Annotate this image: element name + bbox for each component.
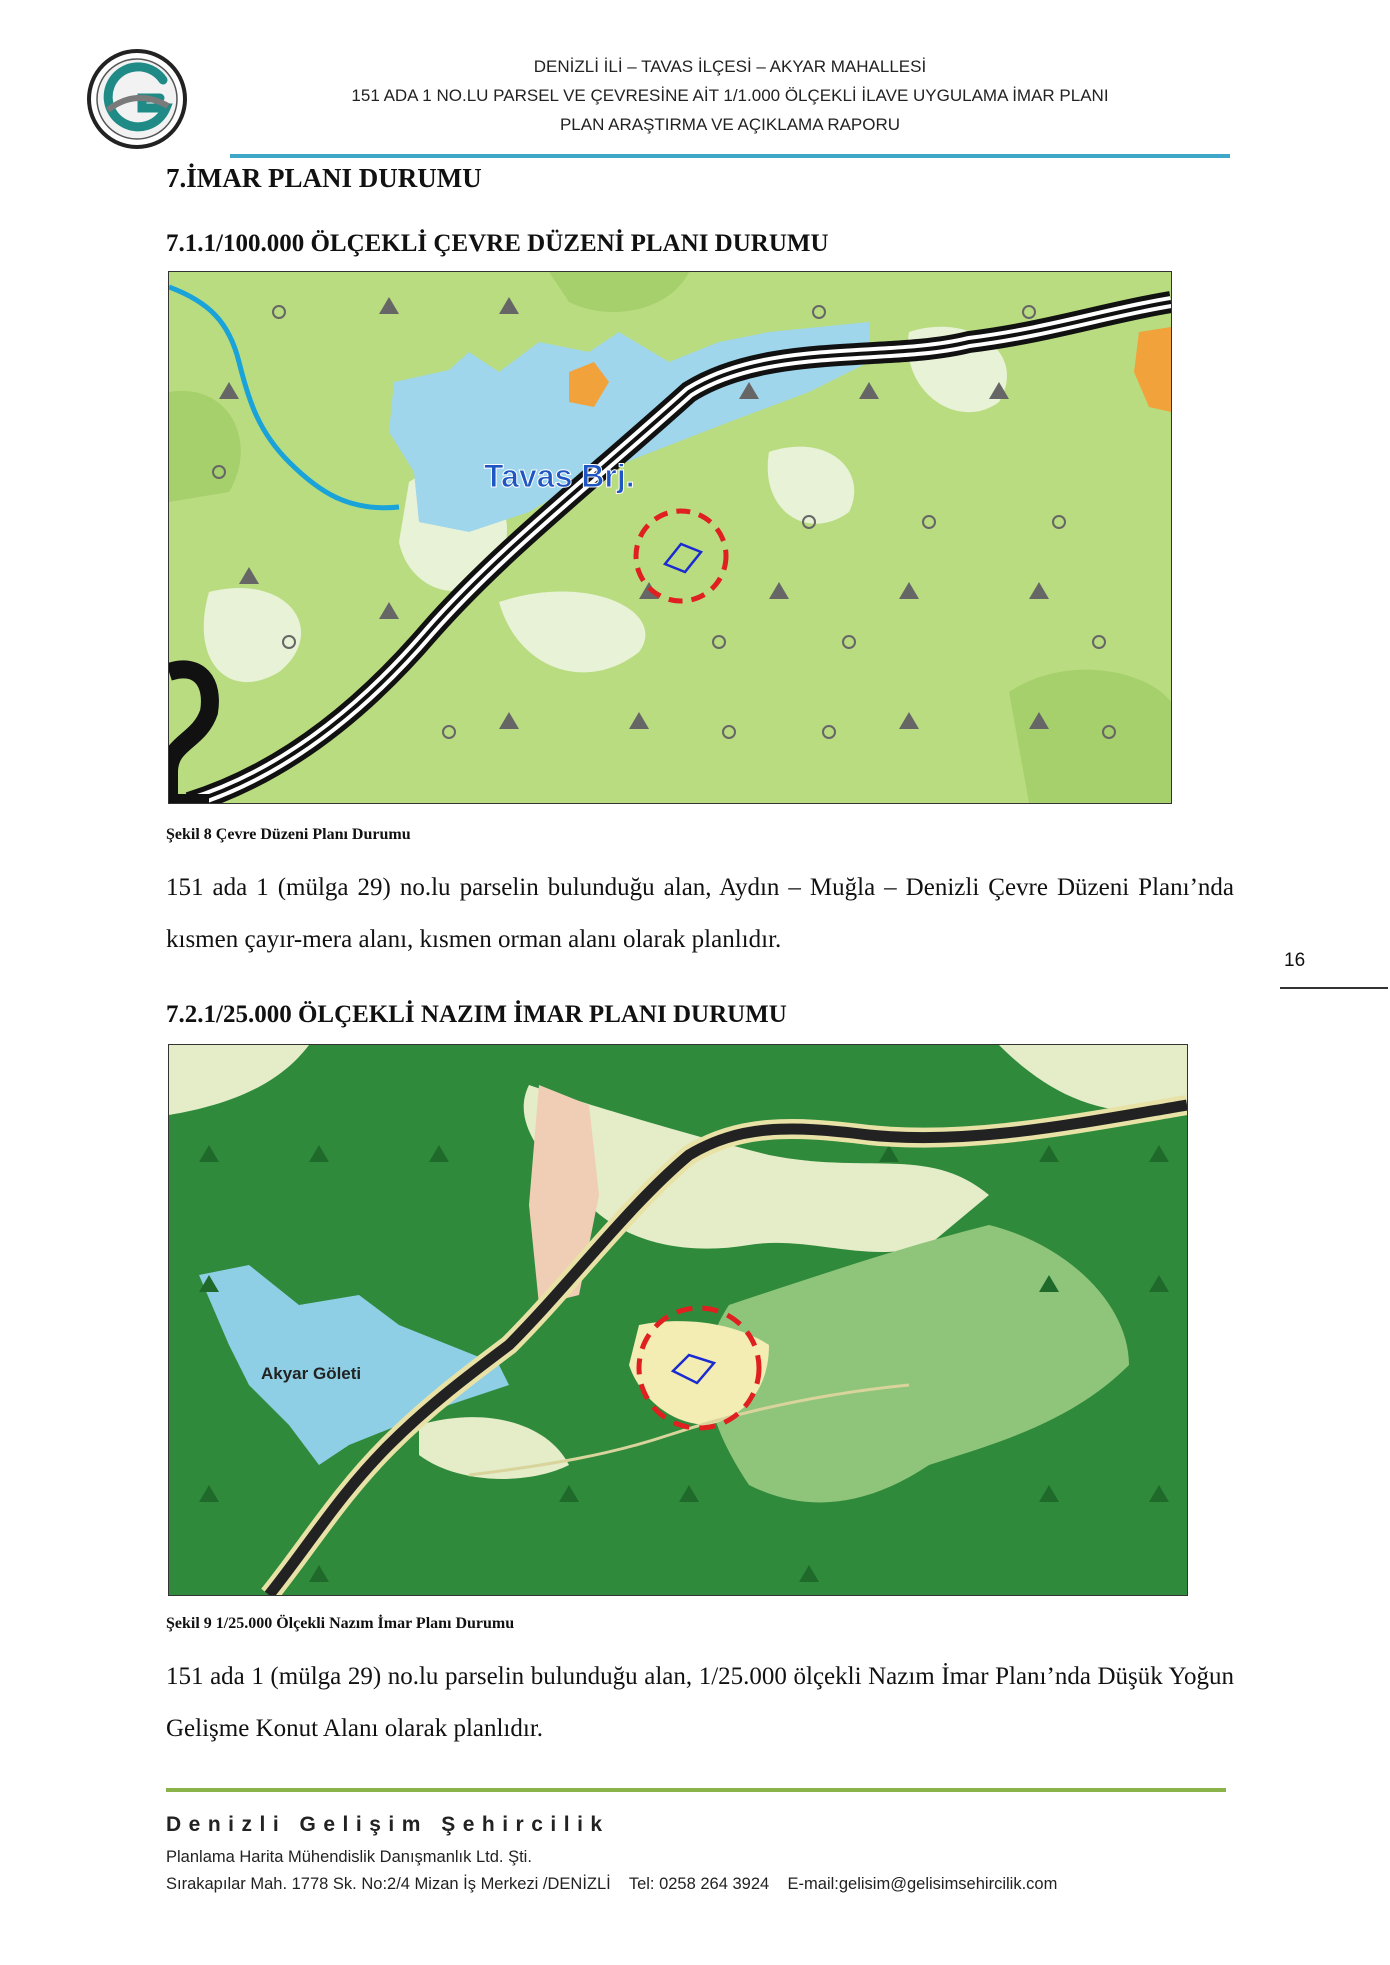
master-zoning-plan-map bbox=[168, 1044, 1188, 1596]
footer-phone: Tel: 0258 264 3924 bbox=[628, 1875, 770, 1893]
map2-label: Akyar Göleti bbox=[261, 1364, 362, 1383]
header-line-3: PLAN ARAŞTIRMA VE AÇIKLAMA RAPORU bbox=[559, 115, 901, 134]
footer-company-name: Denizli Gelişim Şehircilik bbox=[166, 1813, 610, 1836]
subsection-2-paragraph: 151 ada 1 (mülga 29) no.lu parselin bulunduğu alan, 1/25.000 ölçekli Nazım İmar Planı’nda Düşük Yoğun Gelişme Konut Alanı olarak planlıdır. bbox=[166, 1663, 1234, 1742]
header-line-1: DENİZLİ İLİ – TAVAS İLÇESİ – AKYAR MAHALLESİ bbox=[533, 57, 927, 76]
environmental-plan-map bbox=[168, 271, 1172, 804]
document-header bbox=[230, 52, 1230, 139]
page-number-rule bbox=[1280, 987, 1388, 989]
map1-label: Tavas Brj. bbox=[484, 458, 635, 494]
footer-email: E-mail:gelisim@gelisimsehircilik.com bbox=[787, 1875, 1058, 1893]
footer-contact bbox=[166, 1875, 1057, 1894]
subsection-1-title: 7.1.1/100.000 ÖLÇEKLİ ÇEVRE DÜZENİ PLANI DURUMU bbox=[166, 230, 829, 257]
figure-9-caption: Şekil 9 1/25.000 Ölçekli Nazım İmar Planı Durumu bbox=[166, 1615, 515, 1632]
footer-address: Sırakapılar Mah. 1778 Sk. No:2/4 Mizan İş Merkezi /DENİZLİ bbox=[166, 1875, 611, 1893]
page-number: 16 bbox=[1284, 950, 1306, 971]
figure-8-caption: Şekil 8 Çevre Düzeni Planı Durumu bbox=[166, 826, 411, 843]
subsection-2-title: 7.2.1/25.000 ÖLÇEKLİ NAZIM İMAR PLANI DURUMU bbox=[166, 1001, 787, 1028]
header-line-2: 151 ADA 1 NO.LU PARSEL VE ÇEVRESİNE AİT 1/1.000 ÖLÇEKLİ İLAVE UYGULAMA İMAR PLANI bbox=[351, 86, 1109, 105]
company-logo bbox=[86, 48, 188, 150]
subsection-1-paragraph: 151 ada 1 (mülga 29) no.lu parselin bulunduğu alan, Aydın – Muğla – Denizli Çevre Düzeni Planı’nda kısmen çayır-mera alanı, kısmen orman alanı olarak planlıdır. bbox=[166, 874, 1234, 953]
header-divider bbox=[230, 154, 1230, 158]
footer-subtitle: Planlama Harita Mühendislik Danışmanlık Ltd. Şti. bbox=[166, 1848, 532, 1866]
section-title: 7.İMAR PLANI DURUMU bbox=[166, 163, 482, 193]
footer-divider bbox=[166, 1788, 1226, 1792]
